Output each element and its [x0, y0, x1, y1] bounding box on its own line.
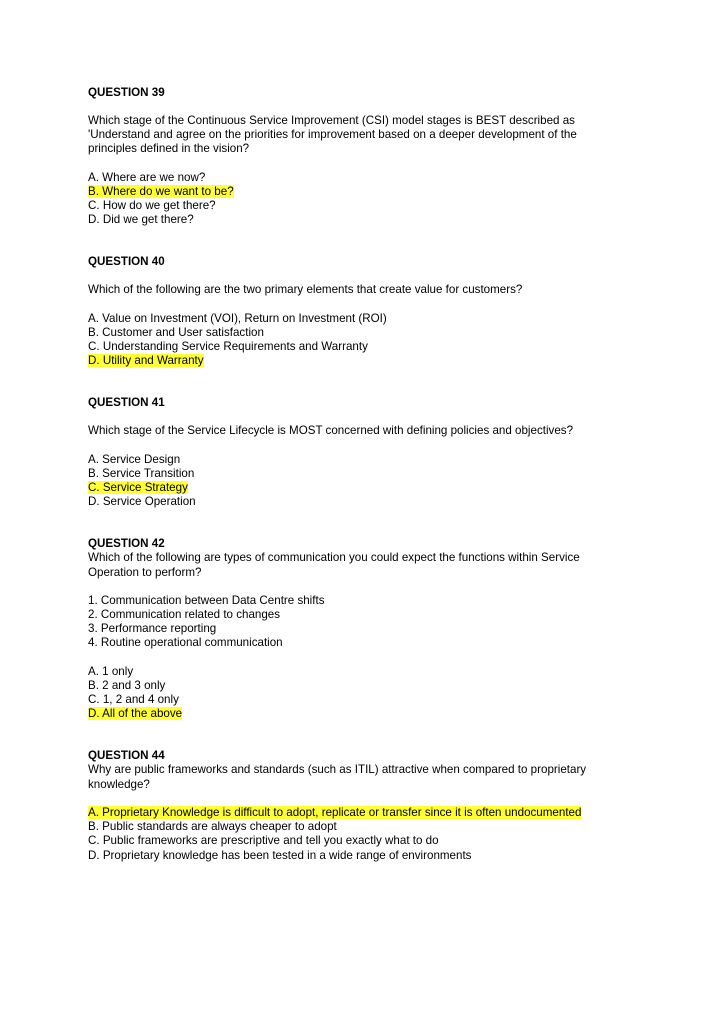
answer-option-highlighted: A. Proprietary Knowledge is difficult to adopt, replicate or transfer since it is often undocumented: [88, 805, 582, 819]
numbered-item: 4. Routine operational communication: [88, 636, 283, 650]
answer-options: [88, 171, 708, 228]
numbered-items: [88, 594, 708, 651]
stem-line: Which stage of the Service Lifecycle is MOST concerned with defining policies and objectives?: [88, 424, 574, 438]
answer-option: B. Public standards are always cheaper to adopt: [88, 820, 337, 834]
answer-option-highlighted: D. Utility and Warranty: [88, 354, 204, 368]
answer-options: [88, 453, 708, 510]
question-stem: [88, 114, 708, 157]
answer-option: B. Service Transition: [88, 466, 195, 480]
question-title: QUESTION 44: [88, 749, 165, 763]
question-title: QUESTION 41: [88, 396, 165, 410]
answer-option: C. How do we get there?: [88, 199, 216, 213]
answer-option: A. Service Design: [88, 452, 181, 466]
answer-options: [88, 312, 708, 369]
answer-option: B. 2 and 3 only: [88, 678, 166, 692]
question-title: QUESTION 42: [88, 537, 165, 551]
question-stem: [88, 551, 708, 579]
answer-option: C. 1, 2 and 4 only: [88, 693, 179, 707]
question-44: [88, 749, 708, 862]
answer-option: D. Did we get there?: [88, 213, 194, 227]
stem-line: principles defined in the vision?: [88, 142, 250, 156]
question-39: [88, 86, 708, 227]
answer-option: D. Proprietary knowledge has been tested in a wide range of environments: [88, 848, 472, 862]
question-42: [88, 537, 708, 721]
answer-option-highlighted: B. Where do we want to be?: [88, 184, 234, 198]
question-41: [88, 396, 708, 509]
stem-line: 'Understand and agree on the priorities for improvement based on a deeper development of the: [88, 128, 577, 142]
numbered-item: 2. Communication related to changes: [88, 608, 281, 622]
answer-option-highlighted: C. Service Strategy: [88, 481, 188, 495]
answer-options: [88, 665, 708, 722]
answer-option: C. Public frameworks are prescriptive and tell you exactly what to do: [88, 834, 439, 848]
question-title: QUESTION 39: [88, 86, 165, 99]
question-40: [88, 255, 708, 368]
question-stem: [88, 763, 708, 791]
answer-option: A. 1 only: [88, 664, 134, 678]
stem-line: Operation to perform?: [88, 565, 202, 579]
answer-options: [88, 806, 708, 863]
numbered-item: 1. Communication between Data Centre shifts: [88, 593, 325, 607]
question-stem: [88, 424, 708, 438]
stem-line: Which stage of the Continuous Service Improvement (CSI) model stages is BEST described as: [88, 114, 575, 127]
answer-option: B. Customer and User satisfaction: [88, 325, 264, 339]
question-title: QUESTION 40: [88, 255, 165, 269]
stem-line: knowledge?: [88, 777, 150, 791]
answer-option-highlighted: D. All of the above: [88, 707, 183, 721]
answer-option: A. Value on Investment (VOI), Return on Investment (ROI): [88, 311, 387, 325]
stem-line: Which of the following are the two primary elements that create value for customers?: [88, 283, 523, 297]
answer-option: D. Service Operation: [88, 495, 196, 509]
numbered-item: 3. Performance reporting: [88, 622, 217, 636]
stem-line: Why are public frameworks and standards (such as ITIL) attractive when compared to proprietary: [88, 763, 587, 777]
question-stem: [88, 283, 708, 297]
answer-option: A. Where are we now?: [88, 170, 206, 184]
stem-line: Which of the following are types of communication you could expect the functions within Service: [88, 551, 580, 565]
answer-option: C. Understanding Service Requirements and Warranty: [88, 340, 368, 354]
